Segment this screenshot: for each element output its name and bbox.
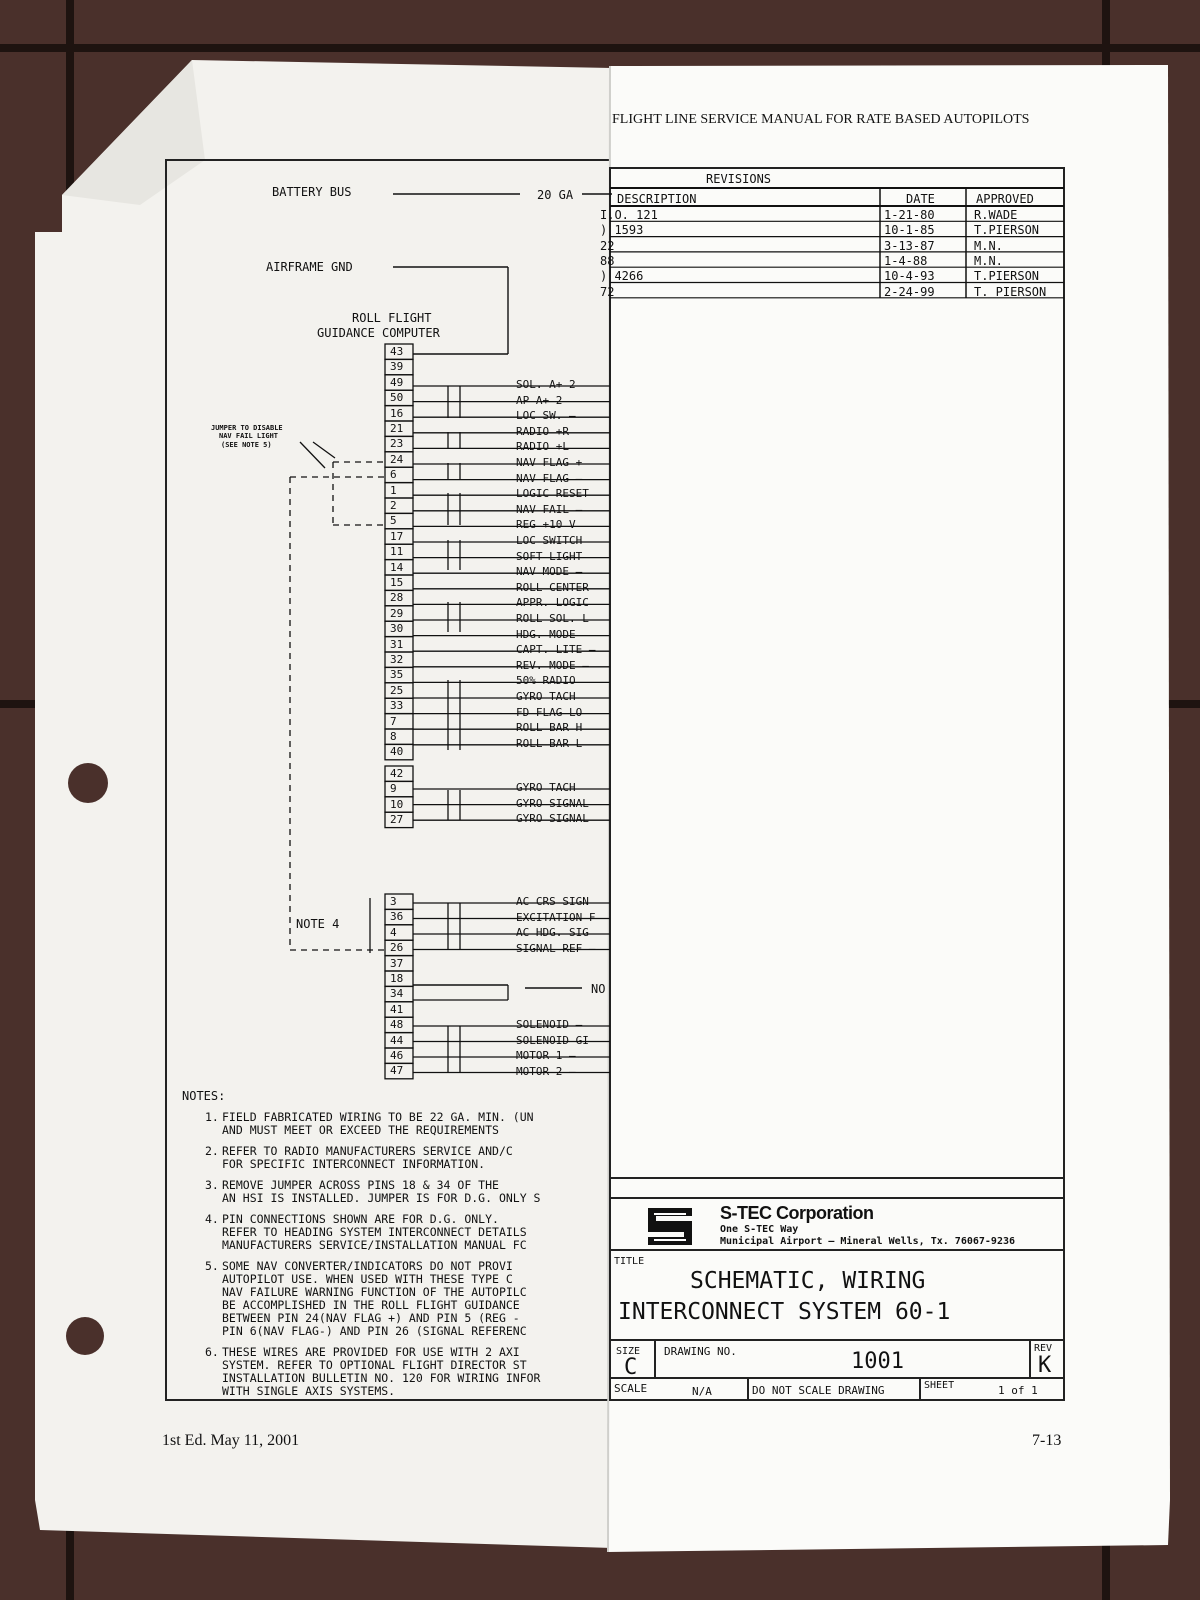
note-line: PIN 6(NAV FLAG-) AND PIN 26 (SIGNAL REFERENC xyxy=(222,1324,527,1338)
signal-label: GYRO TACH xyxy=(516,690,576,703)
pin-number: 44 xyxy=(390,1033,404,1047)
note-line: REFER TO RADIO MANUFACTURERS SERVICE AND/C xyxy=(222,1144,513,1158)
signal-label: ROLL SOL. L xyxy=(516,612,589,625)
signal-label: AC CRS SIGN xyxy=(516,895,589,908)
signal-label: APPR. LOGIC xyxy=(516,596,589,610)
pin-number: 39 xyxy=(390,360,404,374)
signal-label: SOFT LIGHT xyxy=(516,549,583,563)
size-value: C xyxy=(624,1355,638,1380)
pin-number: 18 xyxy=(390,972,404,985)
revision-cell: M.N. xyxy=(974,238,1003,253)
signal-label: REG +10 V xyxy=(516,518,576,532)
signal-label: GYRO TACH xyxy=(516,781,576,794)
revision-cell: ) 4266 xyxy=(600,269,644,284)
signal-label: MOTOR 2 — xyxy=(516,1064,576,1078)
pin-number: 28 xyxy=(390,591,404,605)
pin-number: 34 xyxy=(390,987,404,1001)
note-line: AUTOPILOT USE. WHEN USED WITH THESE TYPE C xyxy=(222,1272,513,1286)
note-line: AN HSI IS INSTALLED. JUMPER IS FOR D.G. ONLY S xyxy=(222,1191,541,1205)
sheet-value: 1 of 1 xyxy=(998,1384,1038,1397)
signal-label: LOGIC RESET xyxy=(516,487,589,501)
pin-number: 5 xyxy=(390,514,397,528)
note-line: SOME NAV CONVERTER/INDICATORS DO NOT PROVI xyxy=(222,1259,513,1273)
notes-title: NOTES: xyxy=(182,1089,226,1103)
signal-label: ROLL CENTER xyxy=(516,580,589,594)
revision-cell: T. PIERSON xyxy=(974,284,1047,299)
signal-label: MOTOR 1 — xyxy=(516,1049,576,1062)
pin-number: 7 xyxy=(390,714,397,728)
pin-number: 43 xyxy=(390,345,404,358)
company-address-2: Municipal Airport – Mineral Wells, Tx. 76067-9236 xyxy=(720,1236,1016,1247)
signal-label: NAV FLAG — xyxy=(516,471,583,485)
pin-number: 37 xyxy=(390,956,404,970)
pin-number: 33 xyxy=(390,699,404,713)
page-number: 7-13 xyxy=(1032,1432,1062,1449)
signal-label: SOL. A+ 2 xyxy=(516,378,576,391)
pin-number: 47 xyxy=(390,1064,404,1078)
signal-label: EXCITATION F xyxy=(516,910,596,924)
rev-value: K xyxy=(1038,1353,1052,1378)
drawing-number: 1001 xyxy=(851,1349,904,1374)
revisions-header: DESCRIPTION xyxy=(617,192,697,206)
signal-label: AP A+ 2 xyxy=(516,393,563,407)
pin-number: 30 xyxy=(390,622,404,636)
pin-number: 21 xyxy=(390,422,404,435)
signal-label: ROLL BAR L xyxy=(516,736,583,750)
gauge-label: 20 GA xyxy=(537,188,574,202)
scale-value: N/A xyxy=(692,1385,712,1398)
scale-label: SCALE xyxy=(614,1382,648,1395)
signal-label: SIGNAL REF — xyxy=(516,941,596,955)
revision-cell: 72 xyxy=(600,284,615,299)
pin-number: 24 xyxy=(390,452,404,466)
pin-number: 14 xyxy=(390,560,404,574)
signal-label: NAV MODE — xyxy=(516,565,583,579)
company-name: S-TEC Corporation xyxy=(720,1203,874,1223)
drawing-title-line-1: SCHEMATIC, WIRING xyxy=(690,1268,926,1294)
drawing-title-line-2: INTERCONNECT SYSTEM 60-1 xyxy=(618,1299,951,1325)
pin-number: 4 xyxy=(390,925,397,939)
pin-number: 36 xyxy=(390,910,404,924)
size-label: SIZE xyxy=(616,1346,641,1357)
pin-number: 49 xyxy=(390,375,404,389)
revision-cell: 2-24-99 xyxy=(884,284,935,299)
signal-label: AC HDG. SIG xyxy=(516,926,589,939)
pin-number: 17 xyxy=(390,529,404,543)
s-tec-logo xyxy=(648,1208,692,1245)
note-number: 6. xyxy=(205,1345,219,1359)
signal-label: CAPT. LITE — xyxy=(516,643,596,657)
revision-cell: R.WADE xyxy=(974,208,1018,222)
signal-label: GYRO SIGNAL xyxy=(516,796,589,810)
signal-label: RADIO +L xyxy=(516,440,569,454)
note-line: FIELD FABRICATED WIRING TO BE 22 GA. MIN. (UN xyxy=(222,1110,534,1124)
note-line: THESE WIRES ARE PROVIDED FOR USE WITH 2 AXI xyxy=(222,1345,520,1359)
pin-number: 42 xyxy=(390,767,404,780)
pin-number: 50 xyxy=(390,391,404,405)
battery-bus-label: BATTERY BUS xyxy=(272,185,352,199)
note-number: 2. xyxy=(205,1144,219,1158)
note-line: REFER TO HEADING SYSTEM INTERCONNECT DETAILS xyxy=(222,1225,527,1239)
revision-cell: 10-4-93 xyxy=(884,269,935,284)
revision-cell: 22 xyxy=(600,238,615,253)
note-line: PIN CONNECTIONS SHOWN ARE FOR D.G. ONLY. xyxy=(222,1212,499,1226)
manual-title: FLIGHT LINE SERVICE MANUAL FOR RATE BASED AUTOPILOTS xyxy=(612,112,1030,127)
pin-number: 48 xyxy=(390,1018,404,1032)
pin-number: 25 xyxy=(390,683,404,697)
signal-label: REV. MODE — xyxy=(516,658,589,672)
pin-number: 23 xyxy=(390,437,404,451)
pin-number: 11 xyxy=(390,545,404,559)
signal-label: LOC SW. — xyxy=(516,409,576,423)
signal-label: HDG. MODE xyxy=(516,627,576,641)
pin-number: 10 xyxy=(390,797,404,811)
no-label: NO xyxy=(591,982,606,996)
computer-title-2: GUIDANCE COMPUTER xyxy=(317,326,440,340)
signal-label: SOLENOID GI xyxy=(516,1033,589,1047)
jumper-note-2: NAV FAIL LIGHT xyxy=(219,432,279,440)
revision-cell: I.O. 121 xyxy=(600,208,658,222)
revision-cell: 1-4-88 xyxy=(884,253,928,268)
note-line: BE ACCOMPLISHED IN THE ROLL FLIGHT GUIDANCE xyxy=(222,1298,520,1312)
note-line: MANUFACTURERS SERVICE/INSTALLATION MANUAL FC xyxy=(222,1238,527,1252)
pin-number: 9 xyxy=(390,782,397,796)
signal-label: RADIO +R xyxy=(516,424,569,438)
note-line: WITH SINGLE AXIS SYSTEMS. xyxy=(222,1384,396,1398)
pin-number: 8 xyxy=(390,730,397,743)
revision-cell: T.PIERSON xyxy=(974,269,1040,284)
signal-label: GYRO SIGNAL xyxy=(516,812,589,826)
pin-number: 46 xyxy=(390,1049,404,1062)
signal-label: FD FLAG LO xyxy=(516,705,583,719)
revision-cell: M.N. xyxy=(974,253,1003,268)
pin-number: 3 xyxy=(390,895,397,908)
signal-label: SOLENOID — xyxy=(516,1018,583,1031)
revision-cell: 88 xyxy=(600,253,615,268)
pin-number: 29 xyxy=(390,606,404,620)
pin-number: 27 xyxy=(390,813,404,827)
revision-cell: 10-1-85 xyxy=(884,223,935,238)
jumper-note-3: (SEE NOTE 5) xyxy=(221,441,272,449)
edition-footer: 1st Ed. May 11, 2001 xyxy=(162,1432,300,1449)
revisions-header: APPROVED xyxy=(976,192,1034,206)
note-line: INSTALLATION BULLETIN NO. 120 FOR WIRING INFOR xyxy=(222,1371,541,1385)
note-line: SYSTEM. REFER TO OPTIONAL FLIGHT DIRECTOR ST xyxy=(222,1358,527,1372)
rev-label: REV xyxy=(1034,1343,1053,1354)
note4-label: NOTE 4 xyxy=(296,917,340,931)
title-label: TITLE xyxy=(614,1256,645,1267)
pin-number: 35 xyxy=(390,668,404,682)
sheet-label: SHEET xyxy=(924,1380,955,1391)
pin-number: 6 xyxy=(390,468,397,482)
signal-label: ROLL BAR H xyxy=(516,721,583,735)
do-not-scale-text: DO NOT SCALE DRAWING xyxy=(752,1384,885,1397)
pin-number: 26 xyxy=(390,941,404,955)
note-number: 5. xyxy=(205,1259,219,1273)
revision-cell: 1-21-80 xyxy=(884,208,935,222)
drawing-no-label: DRAWING NO. xyxy=(664,1345,737,1358)
revision-cell: 3-13-87 xyxy=(884,238,935,253)
note-line: AND MUST MEET OR EXCEED THE REQUIREMENTS xyxy=(222,1123,499,1137)
pin-number: 40 xyxy=(390,745,404,759)
note-line: REMOVE JUMPER ACROSS PINS 18 & 34 OF THE xyxy=(222,1178,499,1192)
signal-label: NAV FLAG + xyxy=(516,456,583,469)
company-address-1: One S-TEC Way xyxy=(720,1224,799,1235)
revision-cell: ) 1593 xyxy=(600,223,644,238)
note-line: BETWEEN PIN 24(NAV FLAG +) AND PIN 5 (REG - xyxy=(222,1311,520,1325)
note-line: NAV FAILURE WARNING FUNCTION OF THE AUTOPILC xyxy=(222,1285,527,1299)
pin-number: 2 xyxy=(390,499,397,512)
pin-number: 15 xyxy=(390,576,404,589)
note-number: 4. xyxy=(205,1212,219,1226)
revisions-header: DATE xyxy=(906,192,935,206)
signal-label: 50% RADIO xyxy=(516,674,576,688)
airframe-gnd-label: AIRFRAME GND xyxy=(266,260,353,274)
pin-number: 1 xyxy=(390,483,397,497)
note-number: 3. xyxy=(205,1178,219,1192)
pin-number: 31 xyxy=(390,637,404,651)
revision-cell: T.PIERSON xyxy=(974,223,1040,238)
note-line: FOR SPECIFIC INTERCONNECT INFORMATION. xyxy=(222,1157,486,1171)
jumper-note-1: JUMPER TO DISABLE xyxy=(211,424,283,432)
signal-label: LOC SWITCH xyxy=(516,534,583,547)
pin-number: 16 xyxy=(390,406,404,420)
revisions-title: REVISIONS xyxy=(706,172,772,186)
note-number: 1. xyxy=(205,1110,219,1124)
pin-number: 41 xyxy=(390,1002,404,1016)
pin-number: 32 xyxy=(390,653,404,666)
signal-label: NAV FAIL — xyxy=(516,502,583,516)
computer-title-1: ROLL FLIGHT xyxy=(352,311,432,325)
